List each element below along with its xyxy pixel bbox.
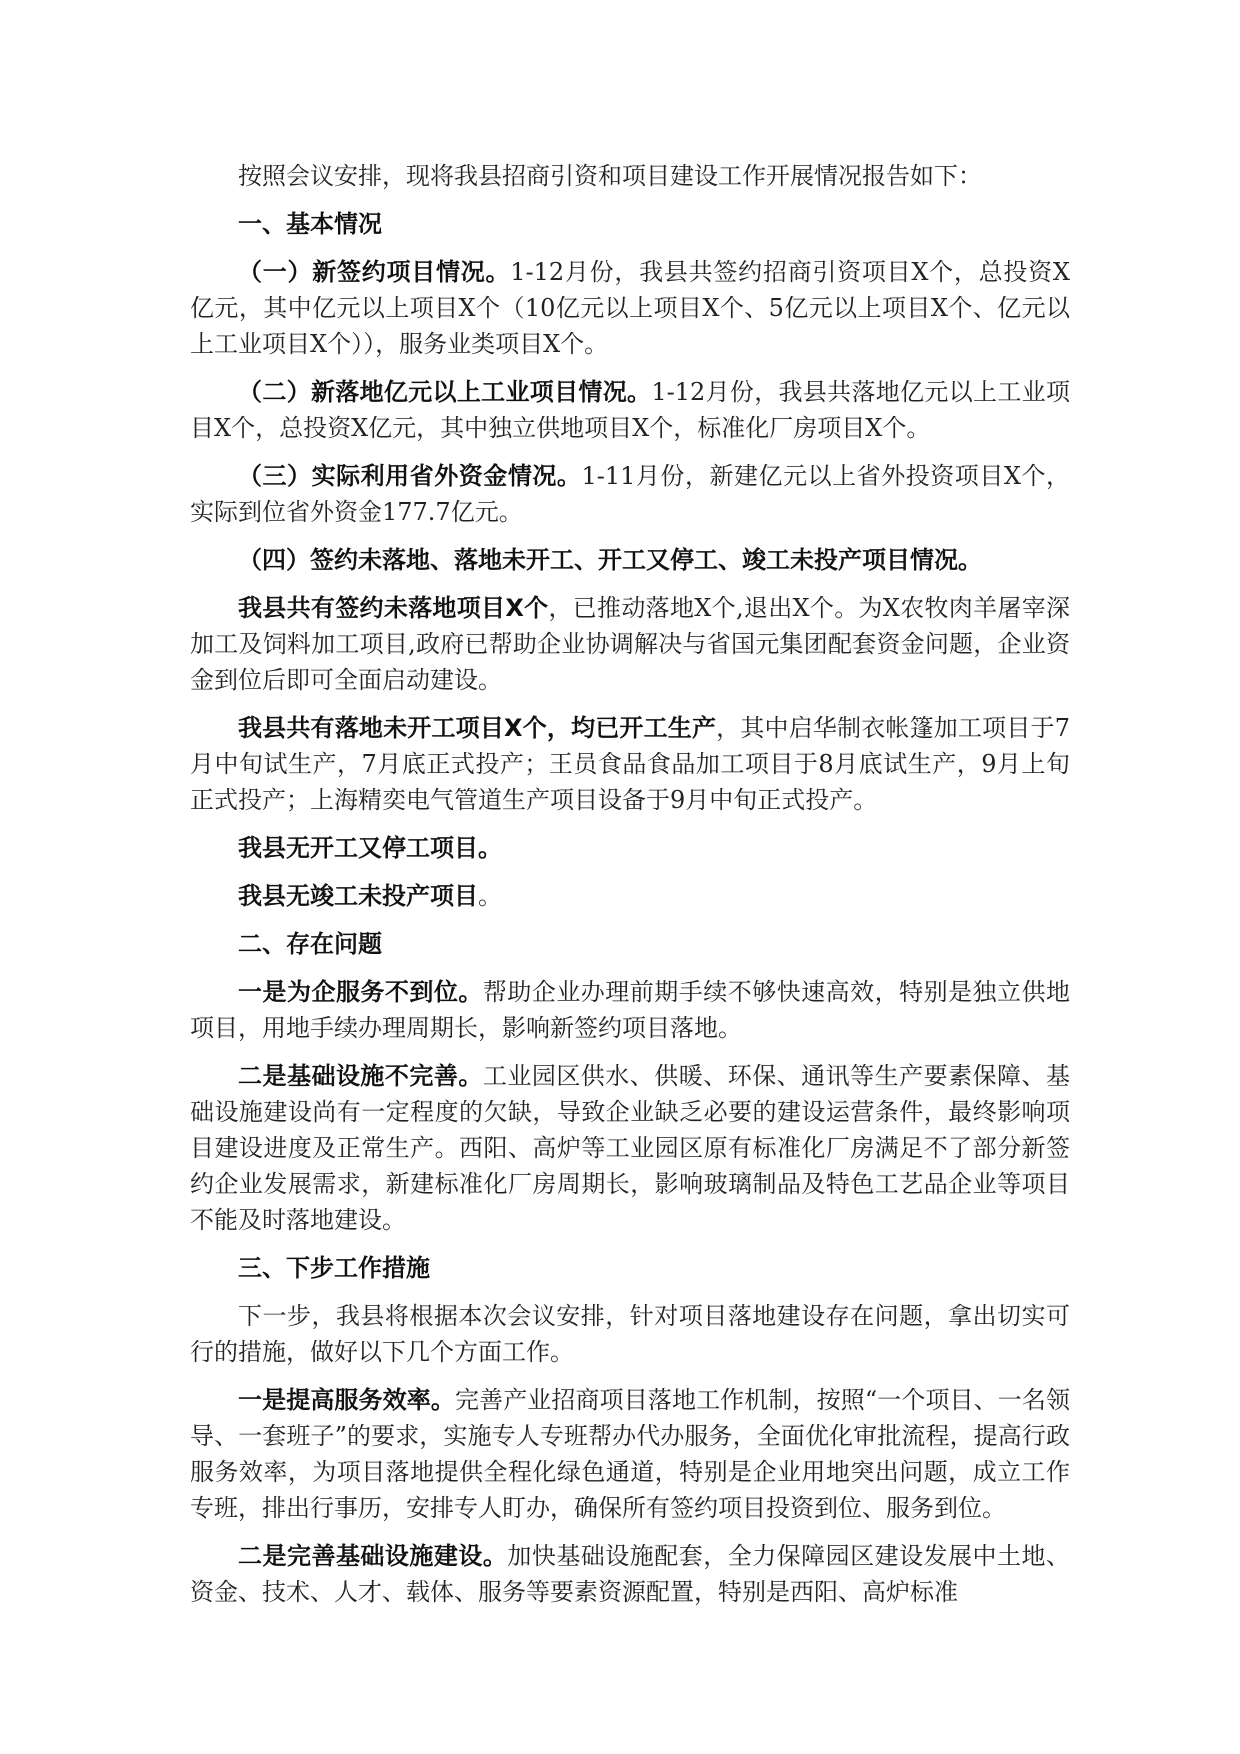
paragraph-service-efficiency xyxy=(190,1382,1070,1526)
paragraph-lead: 二是完善基础设施建设。 xyxy=(238,1542,508,1570)
intro-paragraph: 按照会议安排，现将我县招商引资和项目建设工作开展情况报告如下： xyxy=(238,162,982,190)
paragraph-new-signed xyxy=(190,254,1070,362)
paragraph-lead: （三）实际利用省外资金情况。 xyxy=(238,462,582,490)
paragraph-text: 。 xyxy=(478,882,502,910)
paragraph-text: ，已推动落地X个,退出X个。为X农牧肉羊屠宰深加工及饲料加工项目,政府已帮助企业协调解决与省国元集团配套资金问题，企业资金到位后即可全面启动建设。 xyxy=(190,594,1070,694)
paragraph-infrastructure-problem xyxy=(190,1058,1070,1238)
paragraph-text: 工业园区供水、供暖、环保、通讯等生产要素保障、基础设施建设尚有一定程度的欠缺，导致企业缺乏必要的建设运营条件，最终影响项目建设进度及正常生产。西阳、高炉等工业园区原有标准化厂房满足不了部分新签约企业发展需求，新建标准化厂房周期长，影响玻璃制品及特色工艺品企业等项目不能及时落地建设。 xyxy=(190,1062,1071,1234)
paragraph-landed-not-started xyxy=(190,710,1070,818)
section-heading-problems: 二、存在问题 xyxy=(238,930,382,958)
paragraph-next-step: 下一步，我县将根据本次会议安排，针对项目落地建设存在问题，拿出切实可行的措施，做好以下几个方面工作。 xyxy=(190,1302,1070,1366)
paragraph-external-funds xyxy=(190,458,1070,530)
paragraph-unlanded-heading xyxy=(190,542,1070,578)
paragraph-lead: 我县共有落地未开工项目X个，均已开工生产 xyxy=(238,714,717,742)
document-body xyxy=(190,158,1070,1622)
paragraph-text: 加快基础设施配套，全力保障园区建设发展中土地、资金、技术、人才、载体、服务等要素资源配置，特别是西阳、高炉标准 xyxy=(190,1542,1071,1606)
paragraph-infrastructure-measure xyxy=(190,1538,1070,1610)
paragraph-service-problem xyxy=(190,974,1070,1046)
paragraph-lead: （一）新签约项目情况。 xyxy=(238,258,511,286)
paragraph-text: 帮助企业办理前期手续不够快速高效，特别是独立供地项目，用地手续办理周期长，影响新签约项目落地。 xyxy=(190,978,1071,1042)
paragraph-lead: 我县无竣工未投产项目 xyxy=(238,882,478,910)
paragraph-text: ，其中启华制衣帐篷加工项目于7月中旬试生产，7月底正式投产；王员食品食品加工项目于8月底试生产，9月上旬正式投产；上海精奕电气管道生产项目设备于9月中旬正式投产。 xyxy=(190,714,1070,814)
paragraph-lead: 我县无开工又停工项目。 xyxy=(238,834,502,862)
paragraph-no-unproduced xyxy=(190,878,1070,914)
paragraph-text: 1-12月份，我县共落地亿元以上工业项目X个，总投资X亿元，其中独立供地项目X个，标准化厂房项目X个。 xyxy=(190,378,1071,442)
paragraph-lead: 一是为企服务不到位。 xyxy=(238,978,483,1006)
section-heading-measures: 三、下步工作措施 xyxy=(238,1254,430,1282)
paragraph-lead: 二是基础设施不完善。 xyxy=(238,1062,483,1090)
paragraph-no-stopped xyxy=(190,830,1070,866)
paragraph-lead: （二）新落地亿元以上工业项目情况。 xyxy=(238,378,652,406)
paragraph-text: 1-12月份，我县共签约招商引资项目X个，总投资X亿元，其中亿元以上项目X个（10亿元以上项目X个、5亿元以上项目X个、亿元以上工业项目X个）），服务业类项目X个。 xyxy=(190,258,1070,358)
section-heading-basic: 一、基本情况 xyxy=(238,210,382,238)
paragraph-lead: （四）签约未落地、落地未开工、开工又停工、竣工未投产项目情况。 xyxy=(238,546,982,574)
paragraph-new-landed xyxy=(190,374,1070,446)
paragraph-signed-not-landed xyxy=(190,590,1070,698)
paragraph-lead: 我县共有签约未落地项目X个 xyxy=(238,594,549,622)
paragraph-lead: 一是提高服务效率。 xyxy=(238,1386,455,1414)
paragraph-text: 完善产业招商项目落地工作机制，按照“一个项目、一名领导、一套班子”的要求，实施专人专班帮办代办服务，全面优化审批流程，提高行政服务效率，为项目落地提供全程化绿色通道，特别是企业用地突出问题，成立工作专班，排出行事历，安排专人盯办，确保所有签约项目投资到位、服务到位。 xyxy=(190,1386,1070,1522)
paragraph-text: 1-11月份，新建亿元以上省外投资项目X个，实际到位省外资金177.7亿元。 xyxy=(190,462,1070,526)
